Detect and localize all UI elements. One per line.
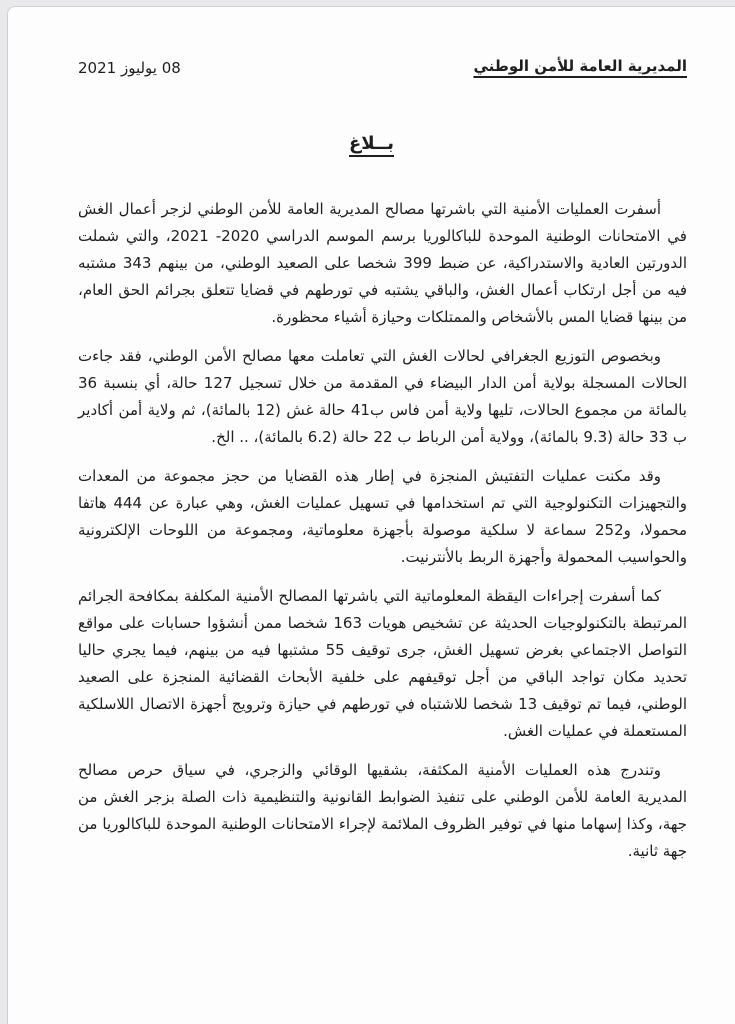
document-page — [7, 6, 735, 1024]
paragraph-operations-results: أسفرت العمليات الأمنية التي باشرتها مصالح المديرية العامة للأمن الوطني لزجر أعمال الغش في الامتحانات الوطنية الموحدة للباكالوريا برسم الموسم الدراسي 2020- 2021، والتي شملت الدورتين العادية والاستدراكية، عن ضبط 399 شخصا على الصعيد الوطني، من بينهم 343 مشتبه فيه من أجل ارتكاب أعمال الغش، والباقي يشتبه في تورطهم في قضايا تتعلق بجرائم الحق العام، من بينها قضايا المس بالأشخاص والممتلكات وحيازة أشياء محظورة. — [78, 200, 688, 326]
org-title: المديرية العامة للأمن الوطني — [473, 57, 687, 75]
paragraph-geographic-distribution: وبخصوص التوزيع الجغرافي لحالات الغش التي تعاملت معها مصالح الأمن الوطني، فقد جاءت الحالات المسجلة بولاية أمن الدار البيضاء في المقدمة من خلال تسجيل 127 حالة، أي بنسبة 36 بالمائة من مجموع الحالات، تليها ولاية أمن فاس ب41 حالة غش (12 بالمائة)، ثم ولاية أمن أكادير ب 33 حالة (9.3 بالمائة)، وولاية أمن الرباط ب 22 حالة (6.2 بالمائة)، .. الخ. — [78, 347, 687, 446]
document-body — [8, 154, 735, 865]
paragraph-cyber-monitoring: كما أسفرت إجراءات اليقظة المعلوماتية التي باشرتها المصالح الأمنية المكلفة بمكافحة الجرائم المرتبطة بالتكنولوجيات الحديثة عن تشخيص هويات 163 شخصا ممن أنشؤوا حسابات على مواقع التواصل الاجتماعي بغرض تسهيل الغش، جرى توقيف 55 مشتبها فيه من بينهم، فيما يجري حاليا تحديد مكان تواجد الباقي من أجل توقيفهم على خلفية الأبحاث القضائية المنجزة على الصعيد الوطني، فيما تم توقيف 13 شخصا للاشتباه في تورطهم في حيازة وترويج أجهزة الاتصال اللاسلكية المستعملة في عمليات الغش. — [78, 587, 687, 740]
document-title: بــلاغ — [348, 133, 395, 154]
document-date: 08 يوليوز 2021 — [78, 59, 181, 77]
paragraph-seized-equipment: وقد مكنت عمليات التفتيش المنجزة في إطار هذه القضايا من حجز مجموعة من المعدات والتجهيزات التكنولوجية التي تم استخدامها في تسهيل عمليات الغش، وهي عبارة عن 444 هاتفا محمولا، و252 سماعة لا سلكية موصولة بأجهزة معلوماتية، ومجموعة من اللوحات الإلكترونية والحواسيب المحمولة وأجهزة الربط بالأنترنيت. — [78, 467, 687, 566]
paragraph-closing-context: وتندرج هذه العمليات الأمنية المكثفة، بشقيها الوقائي والزجري، في سياق حرص مصالح المديرية العامة للأمن الوطني على تنفيذ الضوابط القانونية والتنظيمية ذات الصلة بزجر الغش من جهة، وكذا إسهاما منها في توفير الظروف الملائمة لإجراء الامتحانات الوطنية الموحدة للباكالوريا من جهة ثانية. — [78, 761, 687, 860]
document-header — [8, 7, 735, 77]
